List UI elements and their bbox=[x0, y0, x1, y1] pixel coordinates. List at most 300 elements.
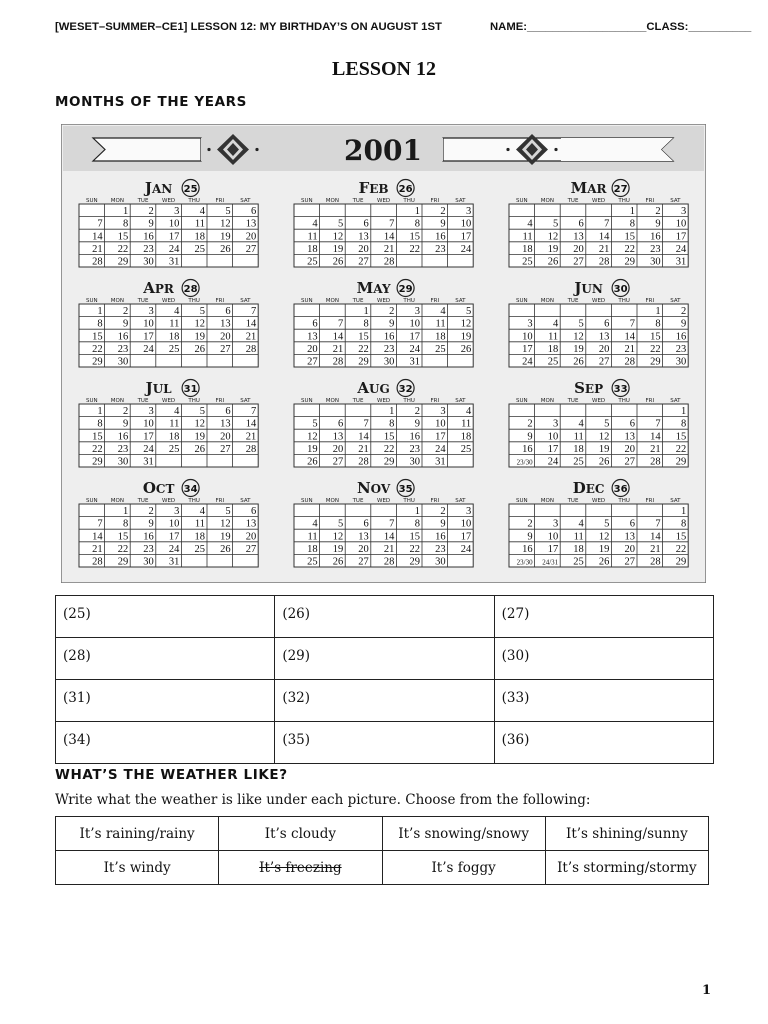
answer-cell[interactable]: (27) bbox=[494, 596, 713, 638]
weather-option: It’s snowing/snowy bbox=[382, 817, 545, 851]
day-number: 6 bbox=[578, 218, 584, 230]
weather-section-heading: WHAT’S THE WEATHER LIKE? bbox=[55, 767, 288, 783]
day-number: 8 bbox=[414, 218, 420, 230]
weekday-label: TUE bbox=[137, 298, 149, 304]
weekday-label: WED bbox=[377, 198, 391, 204]
day-number: 17 bbox=[547, 443, 559, 455]
day-number: 13 bbox=[220, 418, 231, 430]
answer-cell[interactable]: (28) bbox=[56, 638, 275, 680]
day-number: 20 bbox=[598, 343, 610, 355]
weekday-label: SAT bbox=[455, 198, 466, 204]
day-number: 16 bbox=[117, 431, 129, 443]
day-number: 21 bbox=[650, 543, 661, 555]
answer-table bbox=[55, 595, 714, 764]
day-number: 15 bbox=[624, 231, 635, 243]
day-number: 3 bbox=[465, 206, 472, 218]
answer-row bbox=[56, 638, 714, 680]
day-number: 19 bbox=[460, 331, 472, 343]
day-number: 6 bbox=[337, 418, 344, 430]
day-number: 7 bbox=[655, 518, 661, 530]
weekday-label: TUE bbox=[137, 398, 149, 404]
weekday-label: SAT bbox=[455, 398, 466, 404]
day-number: 11 bbox=[194, 518, 205, 530]
weekday-label: MON bbox=[540, 198, 555, 204]
day-number: 8 bbox=[389, 418, 395, 430]
day-number: 1 bbox=[680, 406, 687, 418]
day-number: 4 bbox=[465, 406, 472, 418]
day-number: 10 bbox=[460, 218, 472, 230]
day-number: 19 bbox=[194, 331, 205, 343]
page-number: 1 bbox=[701, 983, 711, 998]
day-number: 12 bbox=[332, 231, 344, 243]
day-number: 1 bbox=[680, 506, 687, 518]
answer-cell[interactable]: (30) bbox=[494, 638, 713, 680]
weekday-label: THU bbox=[403, 298, 415, 304]
answer-cell[interactable]: (25) bbox=[56, 596, 275, 638]
day-number: 6 bbox=[363, 218, 369, 230]
day-number: 27 bbox=[624, 456, 635, 468]
day-number: 17 bbox=[143, 431, 154, 443]
weekday-label: SUN bbox=[85, 398, 98, 404]
day-number: 7 bbox=[250, 406, 257, 418]
day-number: 18 bbox=[194, 231, 205, 243]
day-number: 7 bbox=[389, 218, 395, 230]
day-number: 7 bbox=[250, 306, 257, 318]
day-number: 26 bbox=[332, 556, 344, 568]
answer-cell[interactable]: (26) bbox=[275, 596, 494, 638]
day-number: 1 bbox=[122, 506, 129, 518]
day-number: 14 bbox=[245, 418, 257, 430]
day-number: 6 bbox=[250, 506, 257, 518]
day-number: 17 bbox=[168, 231, 180, 243]
day-number: 18 bbox=[435, 331, 446, 343]
weekday-label: FRI bbox=[430, 498, 440, 504]
day-number: 17 bbox=[168, 531, 180, 543]
day-number: 11 bbox=[307, 231, 318, 243]
day-number: 24 bbox=[168, 543, 180, 555]
day-number: 31 bbox=[168, 256, 180, 268]
day-number: 9 bbox=[122, 418, 129, 430]
day-number: 2 bbox=[148, 506, 154, 518]
day-number: 19 bbox=[598, 543, 610, 555]
day-number: 21 bbox=[245, 431, 257, 443]
day-number: 16 bbox=[650, 231, 661, 243]
day-number: 22 bbox=[117, 543, 129, 555]
weekday-label: FRI bbox=[645, 198, 655, 204]
day-number: 9 bbox=[148, 218, 154, 230]
day-number: 11 bbox=[435, 318, 446, 330]
weekday-label: FRI bbox=[645, 298, 655, 304]
day-number: 22 bbox=[92, 343, 103, 355]
answer-row bbox=[56, 722, 714, 764]
day-number: 5 bbox=[199, 306, 205, 318]
day-number: 22 bbox=[92, 443, 103, 455]
day-number: 23 bbox=[435, 543, 446, 555]
weekday-label: SAT bbox=[670, 298, 681, 304]
day-number: 5 bbox=[225, 506, 231, 518]
weekday-label: MON bbox=[110, 298, 125, 304]
weekday-label: SUN bbox=[515, 398, 528, 404]
day-number: 3 bbox=[552, 418, 559, 430]
weekday-label: TUE bbox=[352, 198, 364, 204]
day-number: 5 bbox=[604, 418, 610, 430]
day-number: 31 bbox=[143, 456, 154, 468]
day-number: 30 bbox=[409, 456, 420, 468]
day-number: 20 bbox=[624, 443, 635, 455]
day-number: 27 bbox=[220, 443, 231, 455]
weekday-label: WED bbox=[377, 298, 391, 304]
day-number: 30 bbox=[117, 356, 129, 368]
day-number: 22 bbox=[675, 543, 687, 555]
day-number: 11 bbox=[461, 418, 472, 430]
month-number: 31 bbox=[183, 384, 198, 395]
month-number: 34 bbox=[183, 484, 198, 495]
day-number: 25 bbox=[522, 256, 533, 268]
day-number: 24 bbox=[675, 243, 687, 255]
day-number: 9 bbox=[148, 518, 154, 530]
day-number: 21 bbox=[92, 243, 103, 255]
weekday-label: MON bbox=[325, 198, 340, 204]
day-number: 17 bbox=[522, 343, 533, 355]
day-number: 1 bbox=[97, 406, 103, 418]
month-number: 28 bbox=[183, 284, 198, 295]
day-number: 31 bbox=[409, 356, 420, 368]
weekday-label: THU bbox=[188, 398, 200, 404]
weekday-label: SAT bbox=[670, 498, 681, 504]
day-number: 1 bbox=[389, 406, 395, 418]
weekday-label: SUN bbox=[300, 298, 313, 304]
day-number: 5 bbox=[337, 518, 344, 530]
day-number: 24 bbox=[460, 543, 472, 555]
day-number: 26 bbox=[598, 456, 610, 468]
month-name: AUG bbox=[357, 379, 390, 397]
day-number: 4 bbox=[312, 518, 318, 530]
day-number: 13 bbox=[332, 431, 344, 443]
month-number: 26 bbox=[398, 184, 413, 195]
weekday-label: SAT bbox=[240, 498, 251, 504]
weather-option-struck: It’s freezing bbox=[219, 851, 382, 885]
day-number: 6 bbox=[225, 406, 231, 418]
weekday-label: FRI bbox=[430, 198, 440, 204]
day-number: 1 bbox=[414, 206, 420, 218]
day-number: 28 bbox=[598, 256, 610, 268]
answer-cell[interactable]: (29) bbox=[275, 638, 494, 680]
weekday-label: MON bbox=[325, 498, 340, 504]
day-number: 27 bbox=[245, 243, 257, 255]
day-number: 8 bbox=[414, 518, 420, 530]
answer-cell[interactable]: (32) bbox=[275, 680, 494, 722]
answer-row bbox=[56, 596, 714, 638]
day-number: 6 bbox=[604, 318, 610, 330]
day-number: 5 bbox=[199, 406, 205, 418]
day-number: 8 bbox=[629, 218, 635, 230]
day-number: 19 bbox=[573, 343, 584, 355]
day-number: 9 bbox=[122, 318, 129, 330]
weekday-label: MON bbox=[540, 298, 555, 304]
day-number: 23 bbox=[675, 343, 687, 355]
weekday-label: TUE bbox=[567, 298, 579, 304]
day-number: 21 bbox=[650, 443, 661, 455]
day-number: 5 bbox=[578, 318, 584, 330]
day-number: 28 bbox=[624, 356, 635, 368]
weekday-label: FRI bbox=[215, 498, 225, 504]
weekday-label: FRI bbox=[215, 198, 225, 204]
day-number: 2 bbox=[655, 206, 661, 218]
day-number: 15 bbox=[117, 231, 129, 243]
day-number: 10 bbox=[435, 418, 446, 430]
weather-row bbox=[56, 817, 709, 851]
day-number: 10 bbox=[168, 518, 180, 530]
day-number: 28 bbox=[358, 456, 369, 468]
day-number: 7 bbox=[363, 418, 369, 430]
weekday-label: WED bbox=[592, 198, 606, 204]
day-number: 25 bbox=[168, 443, 180, 455]
day-number: 12 bbox=[307, 431, 318, 443]
day-number: 10 bbox=[168, 218, 180, 230]
weekday-label: MON bbox=[540, 498, 555, 504]
day-number: 4 bbox=[578, 418, 584, 430]
day-number: 10 bbox=[143, 318, 154, 330]
answer-cell[interactable]: (31) bbox=[56, 680, 275, 722]
weekday-label: THU bbox=[618, 398, 630, 404]
weekday-label: MON bbox=[325, 298, 340, 304]
day-number: 8 bbox=[122, 518, 129, 530]
month-name: DEC bbox=[572, 479, 605, 497]
day-number: 27 bbox=[307, 356, 318, 368]
day-number: 9 bbox=[440, 518, 446, 530]
day-number: 16 bbox=[522, 543, 533, 555]
day-number: 14 bbox=[383, 231, 395, 243]
weekday-label: SUN bbox=[300, 198, 313, 204]
day-number: 26 bbox=[194, 443, 205, 455]
weekday-label: TUE bbox=[352, 298, 364, 304]
weather-option: It’s cloudy bbox=[219, 817, 382, 851]
weekday-label: THU bbox=[618, 198, 630, 204]
day-number: 14 bbox=[624, 331, 635, 343]
weekday-label: FRI bbox=[215, 398, 225, 404]
day-number: 14 bbox=[650, 531, 661, 543]
day-number: 9 bbox=[527, 431, 533, 443]
day-number: 20 bbox=[624, 543, 635, 555]
day-number: 23 bbox=[409, 443, 420, 455]
day-number: 5 bbox=[225, 206, 231, 218]
day-number: 28 bbox=[332, 356, 344, 368]
month-name: FEB bbox=[358, 179, 389, 197]
page-header bbox=[55, 21, 752, 37]
day-number: 4 bbox=[312, 218, 318, 230]
day-number: 2 bbox=[414, 406, 420, 418]
answer-cell[interactable]: (33) bbox=[494, 680, 713, 722]
day-number: 24 bbox=[409, 343, 420, 355]
day-number: 20 bbox=[332, 443, 344, 455]
day-number: 12 bbox=[460, 318, 472, 330]
day-number: 13 bbox=[598, 331, 610, 343]
day-number: 19 bbox=[332, 243, 344, 255]
day-number: 29 bbox=[409, 556, 420, 568]
day-number: 15 bbox=[409, 531, 420, 543]
day-number: 23 bbox=[143, 243, 154, 255]
day-number: 22 bbox=[117, 243, 129, 255]
day-number: 21 bbox=[383, 543, 395, 555]
day-number: 21 bbox=[358, 443, 369, 455]
day-number: 12 bbox=[332, 531, 344, 543]
day-number: 14 bbox=[92, 231, 103, 243]
day-number: 29 bbox=[383, 456, 395, 468]
day-number: 6 bbox=[225, 306, 231, 318]
day-number: 8 bbox=[363, 318, 369, 330]
day-number: 19 bbox=[307, 443, 318, 455]
month-number: 30 bbox=[613, 284, 628, 295]
day-number: 31 bbox=[168, 556, 180, 568]
day-number: 7 bbox=[97, 518, 103, 530]
weekday-label: THU bbox=[403, 198, 415, 204]
day-number: 12 bbox=[220, 518, 231, 530]
day-number: 25 bbox=[435, 343, 446, 355]
weekday-label: SUN bbox=[85, 298, 98, 304]
answer-row bbox=[56, 680, 714, 722]
day-number: 28 bbox=[92, 556, 103, 568]
weekday-label: SAT bbox=[455, 498, 466, 504]
day-number: 11 bbox=[307, 531, 318, 543]
day-number: 29 bbox=[675, 556, 687, 568]
month-name: JAN bbox=[144, 179, 173, 197]
day-number: 1 bbox=[363, 306, 369, 318]
day-number: 21 bbox=[92, 543, 103, 555]
day-number: 16 bbox=[143, 531, 154, 543]
day-number: 24/31 bbox=[542, 558, 559, 567]
weekday-label: THU bbox=[188, 498, 200, 504]
day-number: 3 bbox=[148, 306, 154, 318]
weekday-label: SAT bbox=[455, 298, 466, 304]
day-number: 4 bbox=[199, 506, 205, 518]
answer-cell[interactable]: (36) bbox=[494, 722, 713, 764]
day-number: 25 bbox=[307, 556, 318, 568]
day-number: 24 bbox=[435, 443, 446, 455]
weekday-label: SUN bbox=[300, 498, 313, 504]
day-number: 7 bbox=[629, 318, 635, 330]
day-number: 22 bbox=[409, 243, 420, 255]
day-number: 3 bbox=[680, 206, 687, 218]
day-number: 10 bbox=[522, 331, 533, 343]
day-number: 19 bbox=[220, 531, 231, 543]
day-number: 13 bbox=[245, 518, 257, 530]
day-number: 9 bbox=[389, 318, 395, 330]
weekday-label: TUE bbox=[137, 498, 149, 504]
day-number: 17 bbox=[547, 543, 559, 555]
day-number: 28 bbox=[650, 556, 661, 568]
weekday-label: SAT bbox=[240, 298, 251, 304]
weekday-label: SUN bbox=[85, 198, 98, 204]
day-number: 20 bbox=[573, 243, 584, 255]
day-number: 7 bbox=[389, 518, 395, 530]
day-number: 18 bbox=[573, 543, 584, 555]
day-number: 21 bbox=[383, 243, 395, 255]
weather-option: It’s windy bbox=[56, 851, 219, 885]
day-number: 22 bbox=[624, 243, 635, 255]
day-number: 5 bbox=[465, 306, 472, 318]
month-name: APR bbox=[143, 279, 174, 297]
weekday-label: MON bbox=[110, 498, 125, 504]
month-number: 25 bbox=[183, 184, 198, 195]
lesson-title: LESSON 12 bbox=[332, 58, 436, 80]
weekday-label: FRI bbox=[645, 498, 655, 504]
day-number: 3 bbox=[527, 318, 533, 330]
day-number: 18 bbox=[573, 443, 584, 455]
weekday-label: SAT bbox=[240, 198, 251, 204]
weekday-label: THU bbox=[403, 498, 415, 504]
day-number: 6 bbox=[250, 206, 257, 218]
day-number: 30 bbox=[383, 356, 395, 368]
day-number: 8 bbox=[680, 518, 687, 530]
day-number: 25 bbox=[194, 243, 205, 255]
weekday-label: MON bbox=[110, 398, 125, 404]
day-number: 18 bbox=[307, 243, 318, 255]
day-number: 1 bbox=[97, 306, 103, 318]
day-number: 20 bbox=[358, 543, 369, 555]
day-number: 19 bbox=[332, 543, 344, 555]
day-number: 11 bbox=[573, 431, 584, 443]
day-number: 30 bbox=[675, 356, 687, 368]
answer-cell[interactable]: (35) bbox=[275, 722, 494, 764]
day-number: 21 bbox=[245, 331, 257, 343]
day-number: 24 bbox=[547, 456, 559, 468]
day-number: 25 bbox=[573, 556, 584, 568]
day-number: 13 bbox=[358, 231, 369, 243]
day-number: 28 bbox=[383, 256, 395, 268]
day-number: 6 bbox=[363, 518, 369, 530]
day-number: 15 bbox=[358, 331, 369, 343]
day-number: 2 bbox=[148, 206, 154, 218]
weekday-label: WED bbox=[162, 398, 176, 404]
day-number: 10 bbox=[409, 318, 420, 330]
day-number: 3 bbox=[465, 506, 472, 518]
day-number: 12 bbox=[573, 331, 584, 343]
day-number: 21 bbox=[624, 343, 635, 355]
day-number: 21 bbox=[332, 343, 344, 355]
day-number: 26 bbox=[194, 343, 205, 355]
day-number: 3 bbox=[414, 306, 420, 318]
answer-cell[interactable]: (34) bbox=[56, 722, 275, 764]
weather-option: It’s raining/rainy bbox=[56, 817, 219, 851]
day-number: 2 bbox=[122, 306, 129, 318]
day-number: 29 bbox=[675, 456, 687, 468]
day-number: 11 bbox=[169, 418, 180, 430]
header-lesson-info: [WESET–SUMMER–CE1] LESSON 12: MY BIRTHDAY’S ON AUGUST 1ST bbox=[55, 21, 442, 33]
day-number: 14 bbox=[245, 318, 257, 330]
left-ribbon bbox=[93, 138, 201, 161]
weekday-label: MON bbox=[110, 198, 125, 204]
day-number: 14 bbox=[598, 231, 610, 243]
day-number: 30 bbox=[650, 256, 661, 268]
month-name: SEP bbox=[574, 379, 604, 397]
day-number: 14 bbox=[383, 531, 395, 543]
month-name: MAY bbox=[356, 279, 391, 297]
day-number: 11 bbox=[169, 318, 180, 330]
day-number: 10 bbox=[460, 518, 472, 530]
day-number: 2 bbox=[527, 418, 533, 430]
day-number: 1 bbox=[122, 206, 129, 218]
day-number: 30 bbox=[435, 556, 446, 568]
day-number: 8 bbox=[97, 418, 103, 430]
day-number: 18 bbox=[522, 243, 533, 255]
day-number: 27 bbox=[358, 256, 369, 268]
day-number: 10 bbox=[675, 218, 687, 230]
weekday-label: THU bbox=[618, 298, 630, 304]
month-number: 35 bbox=[398, 484, 413, 495]
day-number: 22 bbox=[383, 443, 395, 455]
weekday-label: MON bbox=[540, 398, 555, 404]
day-number: 15 bbox=[383, 431, 395, 443]
